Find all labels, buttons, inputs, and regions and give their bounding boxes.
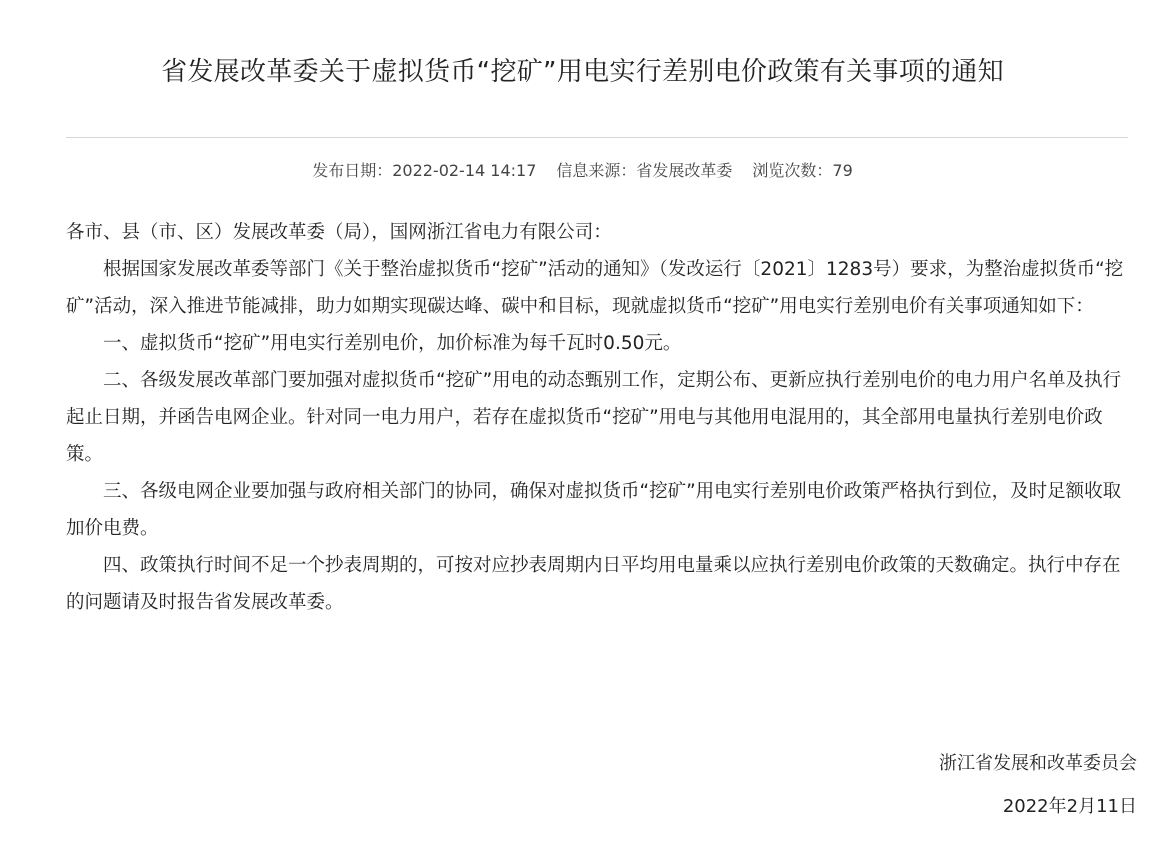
- view-count: 浏览次数：79: [752, 161, 853, 180]
- document-body: [66, 214, 1132, 621]
- document-meta: [0, 157, 1165, 185]
- item-paragraph-1: 一、虚拟货币“挖矿”用电实行差别电价，加价标准为每千瓦时0.50元。: [103, 333, 682, 354]
- addressee: 各市、县（市、区）发展改革委（局），国网浙江省电力有限公司：: [66, 222, 612, 243]
- signature-org: 浙江省发展和改革委员会: [939, 753, 1137, 774]
- info-source: 信息来源：省发展改革委: [556, 161, 733, 180]
- publish-date: 发布日期：2022-02-14 14:17: [312, 161, 537, 180]
- item-paragraph-2: 二、各级发展改革部门要加强对虚拟货币“挖矿”用电的动态甄别工作，定期公布、更新应执行差别电价的电力用户名单及执行起止日期，并函告电网企业。针对同一电力用户，若存在虚拟货币“挖矿”用电与其他用电混用的，其全部用电量执行差别电价政策。: [66, 370, 1122, 465]
- intro-paragraph: 根据国家发展改革委等部门《关于整治虚拟货币“挖矿”活动的通知》（发改运行〔2021〕1283号）要求，为整治虚拟货币“挖矿”活动，深入推进节能减排，助力如期实现碳达峰、碳中和目标，现就虚拟货币“挖矿”用电实行差别电价有关事项通知如下：: [66, 259, 1124, 317]
- signature-block: [939, 745, 1137, 825]
- item-paragraph-3: 三、各级电网企业要加强与政府相关部门的协同，确保对虚拟货币“挖矿”用电实行差别电价政策严格执行到位，及时足额收取加价电费。: [66, 481, 1122, 539]
- document-title: 省发展改革委关于虚拟货币“挖矿”用电实行差别电价政策有关事项的通知: [161, 57, 1004, 87]
- signature-date: 2022年2月11日: [1002, 796, 1137, 817]
- item-paragraph-4: 四、政策执行时间不足一个抄表周期的，可按对应抄表周期内日平均用电量乘以应执行差别电价政策的天数确定。执行中存在的问题请及时报告省发展改革委。: [66, 555, 1121, 613]
- title-divider: [66, 137, 1128, 138]
